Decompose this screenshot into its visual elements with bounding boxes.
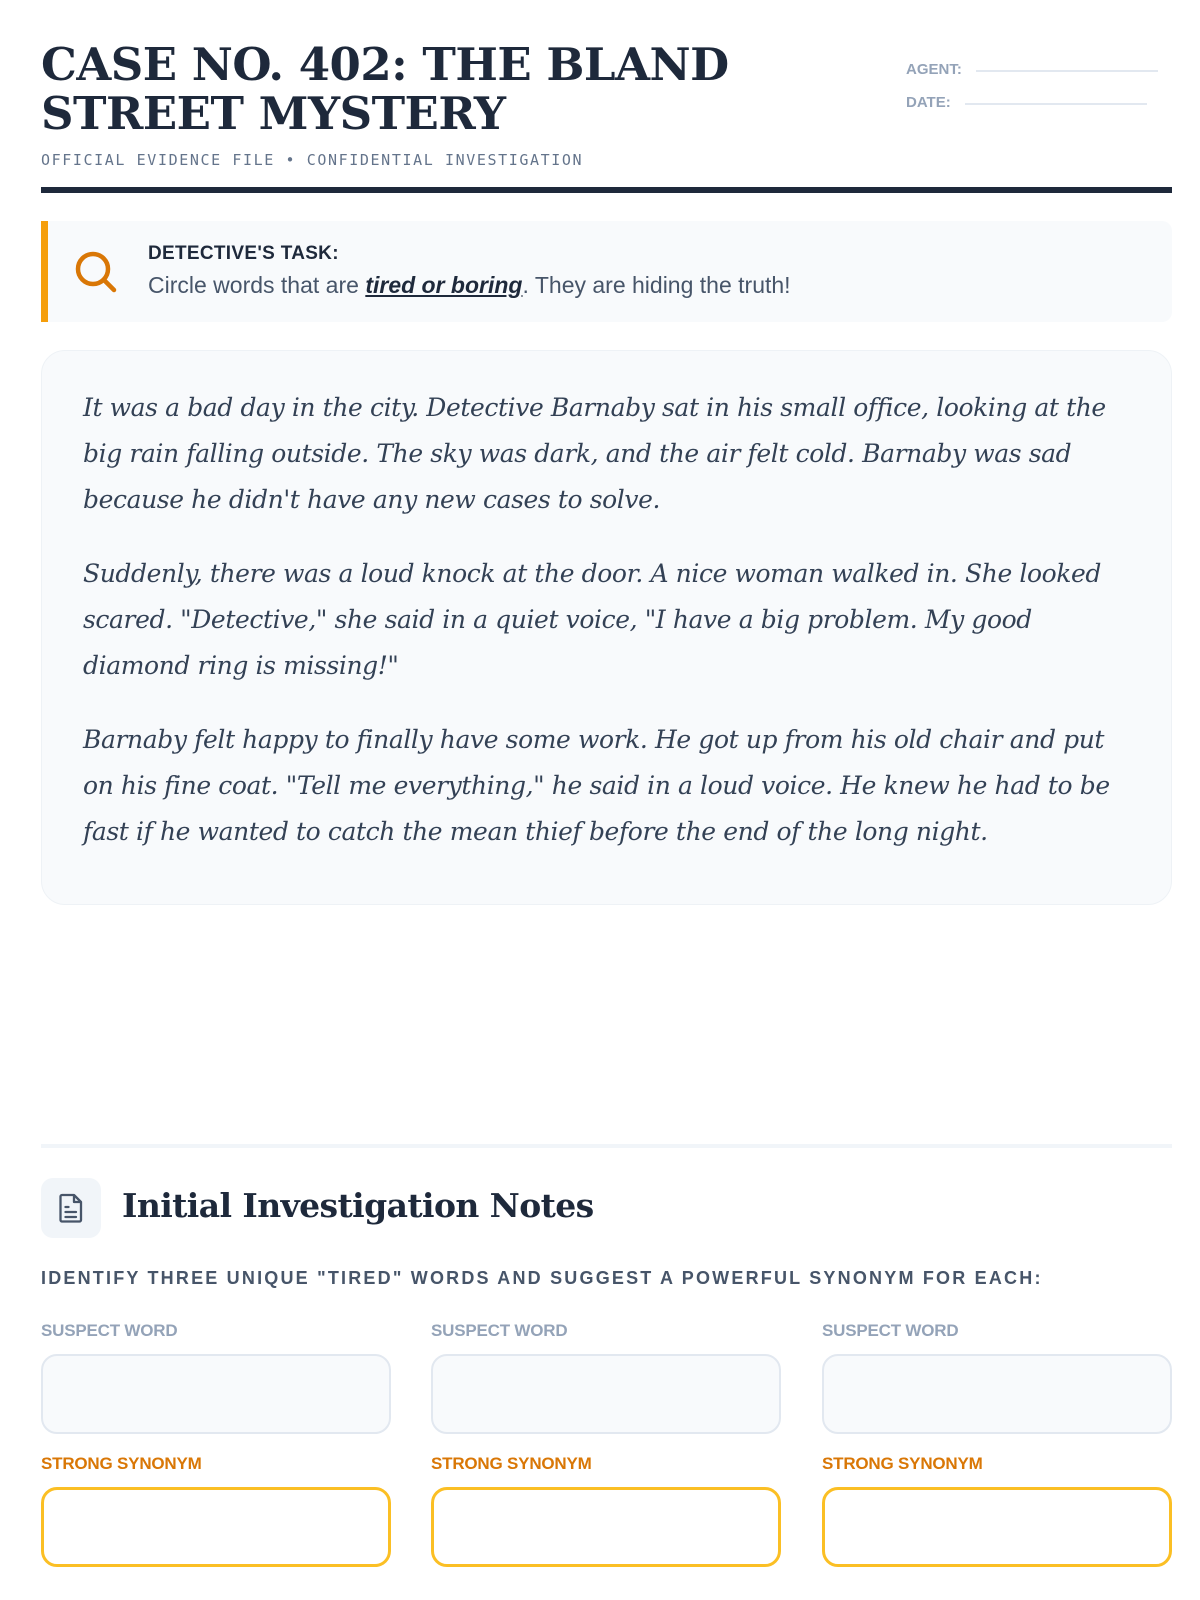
task-text-emphasis: tired or boring (365, 272, 523, 298)
agent-input-line[interactable] (976, 70, 1158, 72)
case-header (41, 38, 1172, 169)
suspect-word-label: SUSPECT WORD (822, 1321, 959, 1340)
suspect-word-input-1[interactable] (41, 1354, 391, 1434)
notes-column-2 (431, 1320, 781, 1567)
suspect-word-input-3[interactable] (822, 1354, 1172, 1434)
task-instructions (148, 272, 791, 299)
section-divider (41, 1144, 1172, 1148)
notes-column-3 (822, 1320, 1172, 1567)
story-paragraph-3[interactable]: Barnaby felt happy to finally have some work. He got up from his old chair and put on his fine coat. "Tell me everything," he said in a loud voice. He knew he had to be fast if he wanted to catch the mean thief before the end of the long night. (83, 725, 1110, 846)
magnifier-icon (71, 247, 121, 297)
notes-column-1 (41, 1320, 391, 1567)
suspect-word-label: SUSPECT WORD (431, 1321, 568, 1340)
document-icon (57, 1193, 85, 1223)
case-title-line-2: STREET MYSTERY (41, 87, 506, 140)
detective-task-callout (41, 221, 1172, 322)
story-passage (41, 350, 1172, 905)
date-row (906, 78, 1172, 111)
case-meta (906, 45, 1172, 111)
suspect-word-label: SUSPECT WORD (41, 1321, 178, 1340)
strong-synonym-input-2[interactable] (431, 1487, 781, 1567)
date-input-line[interactable] (965, 103, 1147, 105)
notes-title: Initial Investigation Notes (122, 1186, 594, 1225)
task-text-before: Circle words that are (148, 272, 366, 298)
story-paragraph-1[interactable]: It was a bad day in the city. Detective Barnaby sat in his small office, looking at the big rain falling outside. The sky was dark, and the air felt cold. Barnaby was sad because he didn't have any new cases to solve. (83, 393, 1106, 514)
strong-synonym-input-3[interactable] (822, 1487, 1172, 1567)
strong-synonym-label: STRONG SYNONYM (41, 1454, 202, 1473)
date-label: DATE: (906, 94, 951, 111)
notes-icon-box (41, 1178, 101, 1238)
case-subtitle: OFFICIAL EVIDENCE FILE • CONFIDENTIAL INVESTIGATION (41, 151, 584, 169)
story-paragraph-2[interactable]: Suddenly, there was a loud knock at the door. A nice woman walked in. She looked scared. "Detective," she said in a quiet voice, "I have a big problem. My good diamond ring is missing!" (83, 559, 1102, 680)
strong-synonym-label: STRONG SYNONYM (431, 1454, 592, 1473)
case-title (41, 40, 801, 138)
agent-label: AGENT: (906, 61, 962, 78)
header-divider (41, 187, 1172, 193)
agent-row (906, 45, 1172, 78)
case-title-line-1: CASE NO. 402: THE BLAND (41, 38, 729, 91)
task-label: DETECTIVE'S TASK: (148, 243, 339, 264)
strong-synonym-label: STRONG SYNONYM (822, 1454, 983, 1473)
suspect-word-input-2[interactable] (431, 1354, 781, 1434)
notes-instructions: IDENTIFY THREE UNIQUE "TIRED" WORDS AND SUGGEST A POWERFUL SYNONYM FOR EACH: (41, 1268, 1043, 1288)
strong-synonym-input-1[interactable] (41, 1487, 391, 1567)
task-text-after: . They are hiding the truth! (522, 272, 791, 298)
